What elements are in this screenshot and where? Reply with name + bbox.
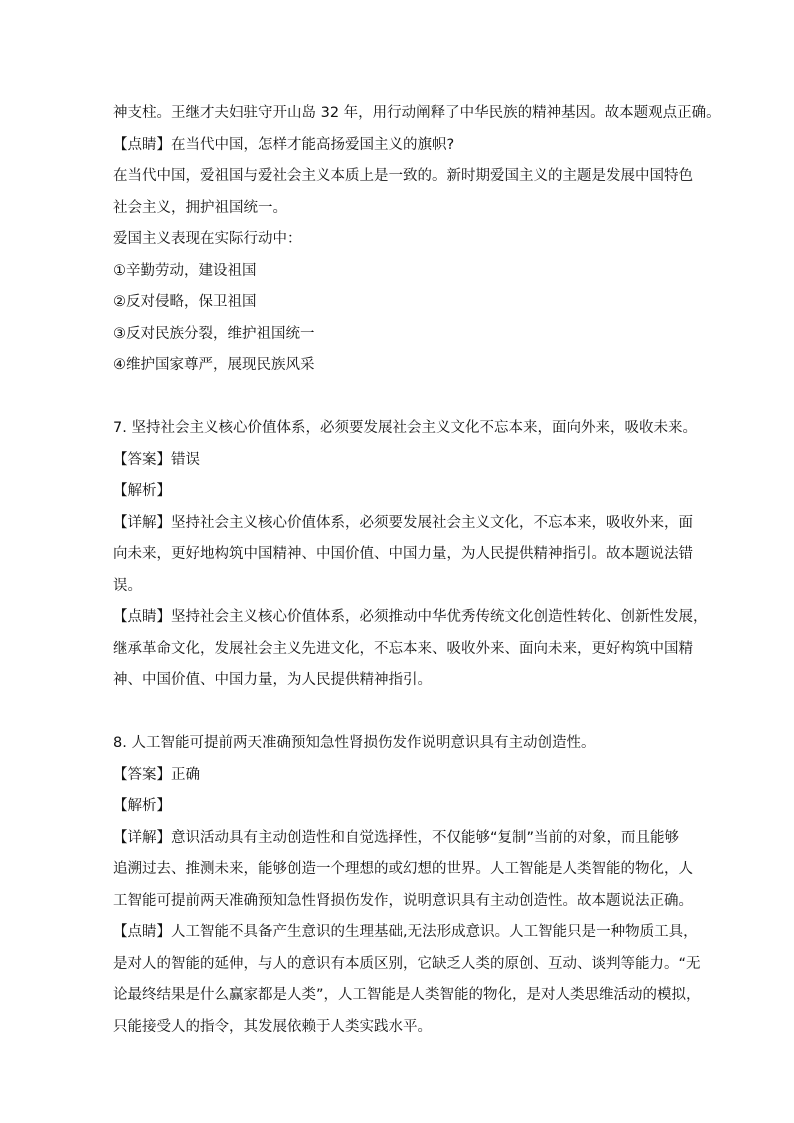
text-line: 工智能可提前两天准确预知急性肾损伤发作，说明意识具有主动创造性。故本题说法正确。: [113, 892, 693, 909]
text-line: ②反对侵略，保卫祖国: [113, 294, 257, 310]
text-line: 【点睛】人工智能不具备产生意识的生理基础,无法形成意识。人工智能只是一种物质工具，: [113, 924, 698, 940]
text-line: 【答案】正确: [113, 766, 200, 783]
text-line: 【答案】错误: [113, 451, 200, 468]
text-line: ④维护国家尊严，展现民族风采: [113, 357, 315, 373]
text-line: 7. 坚持社会主义核心价值体系，必须要发展社会主义文化不忘本来，面向外来，吸收未来。: [113, 420, 697, 436]
text-line: 误。: [113, 577, 142, 594]
text-line: 在当代中国，爱祖国与爱社会主义本质上是一致的。新时期爱国主义的主题是发展中国特色: [113, 168, 693, 184]
text-line: 神支柱。王继才夫妇驻守开山岛 32 年，用行动阐释了中华民族的精神基因。故本题观点正确。: [113, 105, 721, 121]
text-line: 神、中国价值、中国力量，为人民提供精神指引。: [113, 672, 432, 688]
text-line: 【点睛】坚持社会主义核心价值体系，必须推动中华优秀传统文化创造性转化、创新性发展，: [113, 609, 708, 625]
text-line: 社会主义，拥护祖国统一。: [113, 199, 287, 216]
text-line: 追溯过去、推测未来，能够创造一个理想的或幻想的世界。人工智能是人类智能的物化，人: [113, 861, 693, 877]
text-line: 【解析】: [113, 798, 171, 814]
paragraph-gap: [113, 697, 688, 729]
text-line: 【详解】坚持社会主义核心价值体系，必须要发展社会主义文化，不忘本来，吸收外来，面: [113, 514, 693, 531]
text-line: 【解析】: [113, 483, 171, 499]
text-line: 论最终结果是什么赢家都是人类”，人工智能是人类智能的物化，是对人类思维活动的模拟，: [113, 987, 701, 1003]
paragraph-gap: [113, 382, 688, 414]
text-line: 只能接受人的指令，其发展依赖于人类实践水平。: [113, 1018, 432, 1035]
text-line: ①辛勤劳动，建设祖国: [113, 262, 257, 279]
document-page: [113, 98, 721, 1043]
text-line: 继承革命文化，发展社会主义先进文化，不忘本来、吸收外来、面向未来，更好构筑中国精: [113, 640, 693, 657]
text-line: 是对人的智能的延伸，与人的意识有本质区别，它缺乏人类的原创、互动、谈判等能力。“无: [113, 955, 701, 972]
text-line: ③反对民族分裂，维护祖国统一: [113, 325, 315, 342]
text-line: 爱国主义表现在实际行动中：: [113, 231, 302, 247]
text-line: 【详解】意识活动具有主动创造性和自觉选择性，不仅能够“复制”当前的对象，而且能够: [113, 829, 680, 846]
text-line: 8. 人工智能可提前两天准确预知急性肾损伤发作说明意识具有主动创造性。: [113, 735, 596, 751]
text-line: 【点睛】在当代中国，怎样才能高扬爱国主义的旗帜?: [113, 136, 455, 153]
text-line: 向未来，更好地构筑中国精神、中国价值、中国力量，为人民提供精神指引。故本题说法错: [113, 546, 693, 562]
